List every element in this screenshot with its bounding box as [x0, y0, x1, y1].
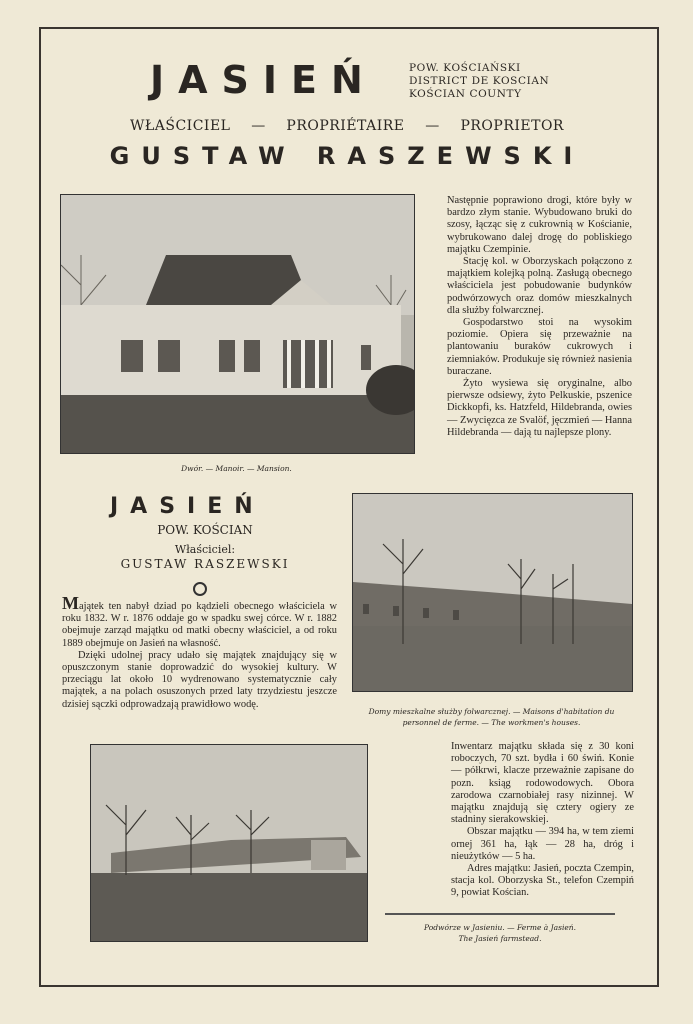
caption-line: personnel de ferme. — The workmen's houses.	[402, 718, 581, 727]
farmstead-photo	[90, 744, 368, 942]
owner-label-en: PROPRIETOR	[460, 118, 564, 134]
ornament-ring	[193, 582, 207, 596]
owner-name: GUSTAW RASZEWSKI	[109, 142, 585, 170]
owner-label-pl: WŁAŚCICIEL	[130, 118, 231, 134]
farmstead-caption	[385, 922, 615, 944]
paragraph-body: ajątek ten nabył dziad po kądzieli obecnego właściciela w roku 1832. W r. 1876 oddaje go w spadku swej córce. W r. 1882 obejmuje zarząd majątku od matki obecny właściciel, a od roku 1889 obejmuje on Jasień na własność.	[62, 601, 337, 649]
paragraph: Żyto wysiewa się oryginalne, albo pierwsze odsiewy, żyto Pelkuskie, pszenice Dickkopfi, ks. Hatzfeld, Hildebranda, owies — Zwycięzca ze Svalöf, jęczmień — Hanna Hildebranda — dają tu najlepsze plony.	[447, 378, 632, 438]
dash: —	[251, 118, 266, 134]
caption-line: The Jasień farmstead.	[458, 934, 542, 943]
section-title: JASIEŃ	[110, 494, 265, 519]
page-title: JASIEŃ	[150, 58, 377, 102]
dropcap: M	[62, 593, 79, 613]
right-top-text	[447, 195, 632, 439]
owner-label-fr: PROPRIÉTAIRE	[286, 118, 405, 134]
section-owner-name: GUSTAW RASZEWSKI	[120, 557, 290, 571]
county-line: POW. KOŚCIAŃSKI	[409, 62, 521, 74]
manor-photo	[60, 194, 415, 454]
county-block	[409, 62, 549, 101]
workmen-houses-caption	[345, 706, 638, 728]
paragraph: Inwentarz majątku składa się z 30 koni roboczych, 70 szt. bydła i 60 świń. Konie — półkrwi, klacze przeważnie zapisane do pozn. ksiąg rodowodowych. Obora zarodowa czarnobiałej rasy nizinnej. W majątku znajdują się cztery ogiery ze stadniny sierakowskiej.	[451, 741, 634, 826]
divider	[385, 913, 615, 915]
caption-line: Podwórze w Jasieniu. — Ferme à Jasień.	[423, 923, 577, 932]
owner-label-row	[60, 118, 634, 134]
left-history-text	[62, 593, 337, 711]
paragraph: Dzięki udolnej pracy udało się majątek znajdujący się w opuszczonym stanie doprowadzić do wysokiej kultury. W przeciągu lat około 10 wydrenowano systematycznie cały majątek, a na polach osuszonych przed laty trzydziestu jeszcze dzisiej sączki odprowadzają prawidłowo wodę.	[62, 649, 337, 710]
section-owner-label: Właściciel:	[174, 543, 236, 556]
section-district: POW. KOŚCIAN	[157, 523, 253, 537]
county-line: KOŚCIAN COUNTY	[409, 88, 522, 100]
paragraph: Stację kol. w Oborzyskach połączono z majątkiem kolejką polną. Zasługą obecnego właściciela jest pobudowanie budynków podwórzowych oraz domów mieszkalnych dla służby folwarcznej.	[447, 256, 632, 316]
right-bottom-text	[451, 741, 634, 900]
paragraph	[62, 593, 337, 650]
paragraph: Adres majątku: Jasień, poczta Czempin, stacja kol. Oborzyska St., telefon Czempiń 9, powiat Kościan.	[451, 863, 634, 899]
workmen-houses-photo	[352, 493, 633, 692]
paragraph: Następnie poprawiono drogi, które były w bardzo złym stanie. Wybudowano bruki do szosy, łącząc się z cukrownią w Kościanie, wybrukowano dalej drogę do pobliskiego majątku Czempinie.	[447, 195, 632, 255]
paragraph: Obszar majątku — 394 ha, w tem ziemi ornej 361 ha, łąk — 28 ha, dróg i nieużytków — 5 ha.	[451, 826, 634, 862]
paragraph: Gospodarstwo stoi na wysokim poziomie. Opiera się przeważnie na plantowaniu buraków cukrowych i ziemniaków. Produkuje się również nasienia buraczane.	[447, 317, 632, 377]
caption-line: Domy mieszkalne służby folwarcznej. — Maisons d'habitation du	[368, 707, 615, 716]
dash: —	[425, 118, 440, 134]
county-line: DISTRICT DE KOSCIAN	[409, 75, 550, 87]
manor-caption: Dwór. — Manoir. — Mansion.	[181, 464, 292, 473]
